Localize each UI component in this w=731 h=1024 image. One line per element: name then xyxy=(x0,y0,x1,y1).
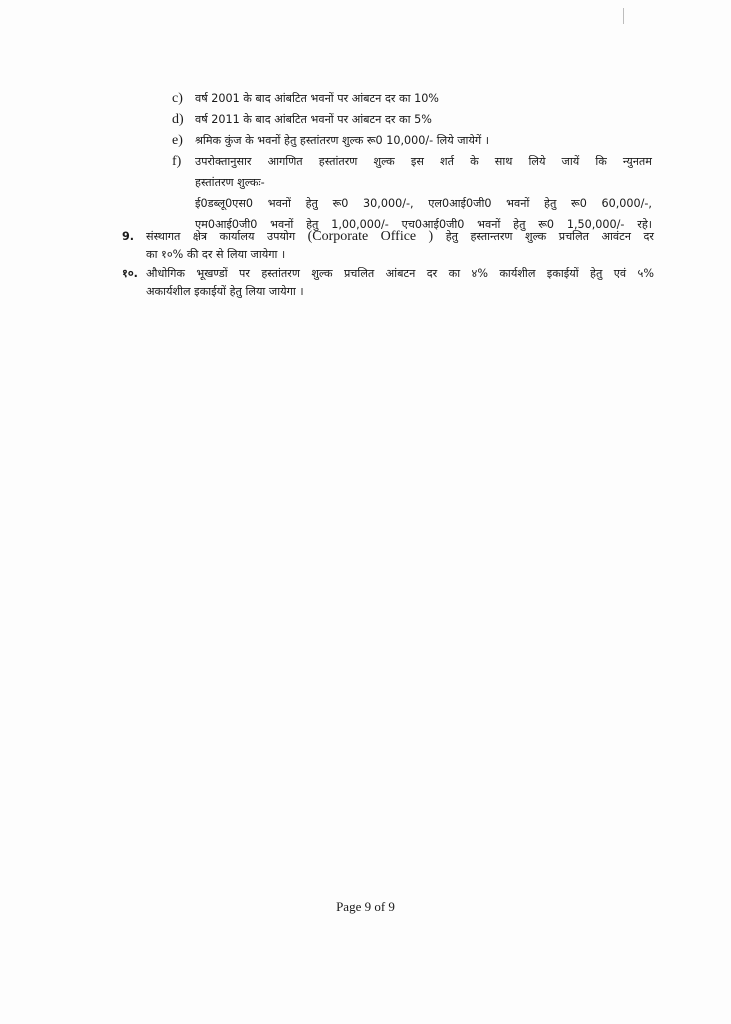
sub-item-marker: c) xyxy=(172,91,183,106)
sub-item-text xyxy=(195,151,652,235)
item-number: १०. xyxy=(122,267,138,280)
numbered-item-row xyxy=(122,228,654,264)
sub-item-line: श्रमिक कुंज के भवनों हेतु हस्तांतरण शुल्क रू0 10,000/- लिये जायेगें । xyxy=(195,134,490,147)
sub-item-line: वर्ष 2001 के बाद आंबटित भवनों पर आंबटन दर का 10% xyxy=(195,92,439,105)
numbered-item-row xyxy=(122,265,654,301)
item-text-segment: संस्थागत क्षेत्र कार्यालय उपयोग xyxy=(146,230,296,243)
sub-item-text xyxy=(195,88,652,109)
sub-item-text xyxy=(195,109,652,130)
sub-item-c xyxy=(172,88,652,109)
scan-artifact-line xyxy=(623,8,624,24)
sub-item-f xyxy=(172,151,652,235)
sub-item-marker: d) xyxy=(172,112,184,127)
item-line: अकार्यशील इकाईयों हेतु लिया जायेगा । xyxy=(146,285,304,298)
sub-item-marker: e) xyxy=(172,133,183,148)
sub-item-line: एम0आई0जी0 भवनों हेतु 1,00,000/- एच0आई0जी0 भवनों हेतु रू0 1,50,000/- रहे। xyxy=(195,218,652,231)
item-line: का १०% की दर से लिया जायेगा । xyxy=(146,248,286,261)
sub-item-line: ई0डब्लू0एस0 भवनों हेतु रू0 30,000/-, एल0आई0जी0 भवनों हेतु रू0 60,000/-, xyxy=(195,197,652,210)
sub-item-e xyxy=(172,130,652,151)
item-line xyxy=(146,228,654,246)
sub-item-d xyxy=(172,109,652,130)
sub-item-line: उपरोक्तानुसार आगणित हस्तांतरण शुल्क इस शर्त के साथ लिये जायें कि न्युनतम xyxy=(195,155,652,168)
numbered-item-10 xyxy=(122,265,654,301)
item-line: औधोगिक भूखण्डों पर हस्तांतरण शुल्क प्रचलित आंबटन दर का ४% कार्यशील इकाईयों हेतु एवं ५% xyxy=(146,267,654,280)
page-number-footer: Page 9 of 9 xyxy=(336,899,395,914)
item-text-segment: हेतु हस्तान्तरण शुल्क प्रचलित आवंटन दर xyxy=(445,230,654,243)
sub-item-line: वर्ष 2011 के बाद आंबटित भवनों पर आंबटन दर का 5% xyxy=(195,113,432,126)
sub-item-marker: f) xyxy=(172,154,182,169)
english-term: (Corporate Office ) xyxy=(307,229,434,244)
sub-item-line: हस्तांतरण शुल्कः- xyxy=(195,176,265,189)
sub-item-list xyxy=(172,88,652,235)
item-number: 9. xyxy=(122,230,135,243)
item-text xyxy=(146,265,654,301)
numbered-item-9 xyxy=(122,228,654,264)
item-text xyxy=(146,228,654,264)
sub-item-text xyxy=(195,130,652,151)
